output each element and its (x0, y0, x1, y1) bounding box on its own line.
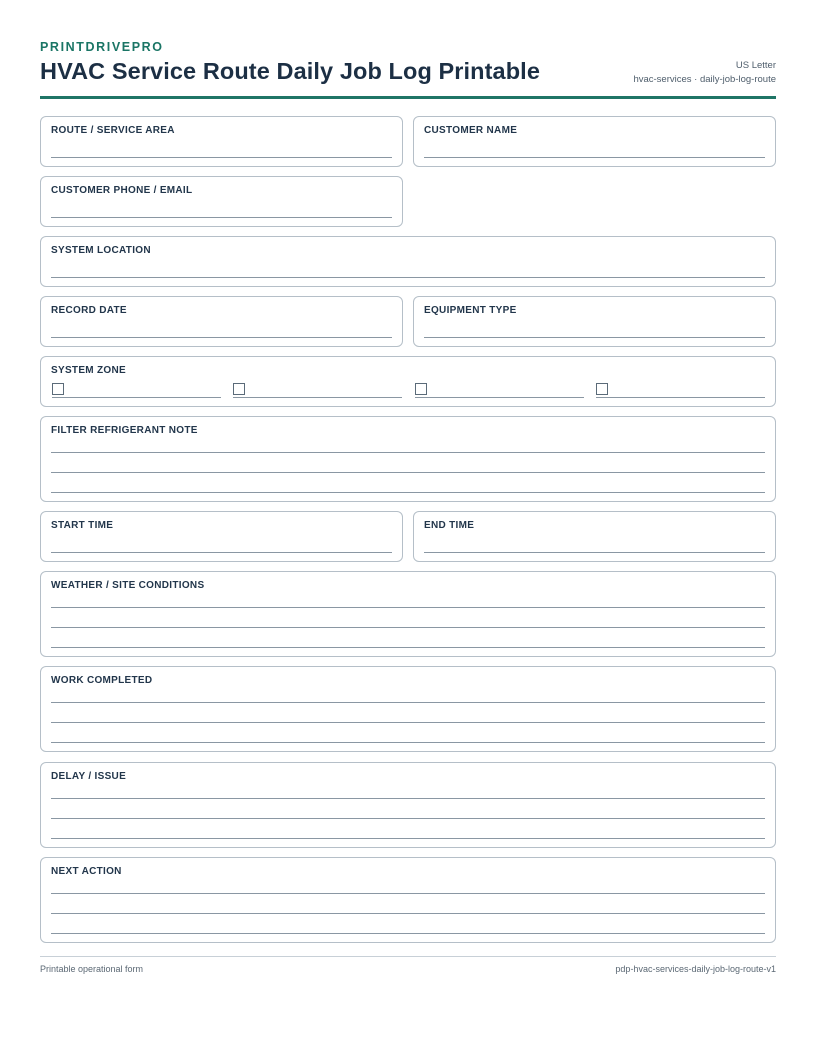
customer-name-field[interactable] (413, 116, 776, 167)
write-line[interactable] (51, 277, 765, 278)
document-slug: hvac-services · daily-job-log-route (633, 73, 776, 85)
filter-note-label: FILTER REFRIGERANT NOTE (51, 425, 198, 436)
checkbox-icon[interactable] (415, 383, 427, 395)
header-rule (40, 96, 776, 99)
checkbox-icon[interactable] (233, 383, 245, 395)
end-time-field[interactable] (413, 511, 776, 562)
customer-contact-label: CUSTOMER PHONE / EMAIL (51, 185, 193, 196)
page-title: HVAC Service Route Daily Job Log Printable (40, 58, 540, 84)
weather-field[interactable] (40, 571, 776, 657)
write-line[interactable] (51, 452, 765, 453)
write-line[interactable] (51, 217, 392, 218)
customer-name-label: CUSTOMER NAME (424, 125, 518, 136)
system-zone-field (40, 356, 776, 407)
write-line[interactable] (424, 552, 765, 553)
write-line[interactable] (51, 647, 765, 648)
footer-description: Printable operational form (40, 964, 144, 974)
route-label: ROUTE / SERVICE AREA (51, 125, 175, 136)
system-location-label: SYSTEM LOCATION (51, 245, 151, 256)
write-line[interactable] (51, 933, 765, 934)
document-meta (633, 59, 776, 86)
write-line[interactable] (51, 472, 765, 473)
brand-name: PRINTDRIVEPRO (40, 40, 164, 54)
equipment-type-label: EQUIPMENT TYPE (424, 305, 517, 316)
write-line[interactable] (424, 157, 765, 158)
write-line[interactable] (51, 722, 765, 723)
write-line[interactable] (51, 818, 765, 819)
write-line[interactable] (51, 157, 392, 158)
write-line[interactable] (233, 397, 402, 398)
zone-option-4[interactable] (596, 383, 765, 398)
write-line[interactable] (51, 798, 765, 799)
zone-option-1[interactable] (52, 383, 221, 398)
record-date-label: RECORD DATE (51, 305, 127, 316)
start-time-label: START TIME (51, 520, 114, 531)
write-line[interactable] (51, 627, 765, 628)
system-zone-label: SYSTEM ZONE (51, 365, 126, 376)
route-field[interactable] (40, 116, 403, 167)
write-line[interactable] (51, 702, 765, 703)
checkbox-icon[interactable] (52, 383, 64, 395)
write-line[interactable] (424, 337, 765, 338)
write-line[interactable] (51, 492, 765, 493)
work-completed-label: WORK COMPLETED (51, 675, 153, 686)
write-line[interactable] (51, 607, 765, 608)
delay-issue-label: DELAY / ISSUE (51, 771, 127, 782)
system-location-field[interactable] (40, 236, 776, 287)
write-line[interactable] (51, 337, 392, 338)
delay-issue-field[interactable] (40, 762, 776, 848)
filter-note-field[interactable] (40, 416, 776, 502)
write-line[interactable] (51, 893, 765, 894)
customer-contact-field[interactable] (40, 176, 403, 227)
footer-form-id: pdp-hvac-services-daily-job-log-route-v1 (615, 964, 776, 974)
work-completed-field[interactable] (40, 666, 776, 752)
zone-option-2[interactable] (233, 383, 402, 398)
footer-rule (40, 956, 776, 957)
paper-size: US Letter (735, 60, 776, 71)
zone-option-3[interactable] (415, 383, 584, 398)
equipment-type-field[interactable] (413, 296, 776, 347)
write-line[interactable] (415, 397, 584, 398)
write-line[interactable] (51, 838, 765, 839)
next-action-field[interactable] (40, 857, 776, 943)
checkbox-icon[interactable] (596, 383, 608, 395)
write-line[interactable] (51, 552, 392, 553)
write-line[interactable] (596, 397, 765, 398)
write-line[interactable] (52, 397, 221, 398)
start-time-field[interactable] (40, 511, 403, 562)
write-line[interactable] (51, 913, 765, 914)
record-date-field[interactable] (40, 296, 403, 347)
write-line[interactable] (51, 742, 765, 743)
next-action-label: NEXT ACTION (51, 866, 122, 877)
end-time-label: END TIME (424, 520, 475, 531)
weather-label: WEATHER / SITE CONDITIONS (51, 580, 205, 591)
